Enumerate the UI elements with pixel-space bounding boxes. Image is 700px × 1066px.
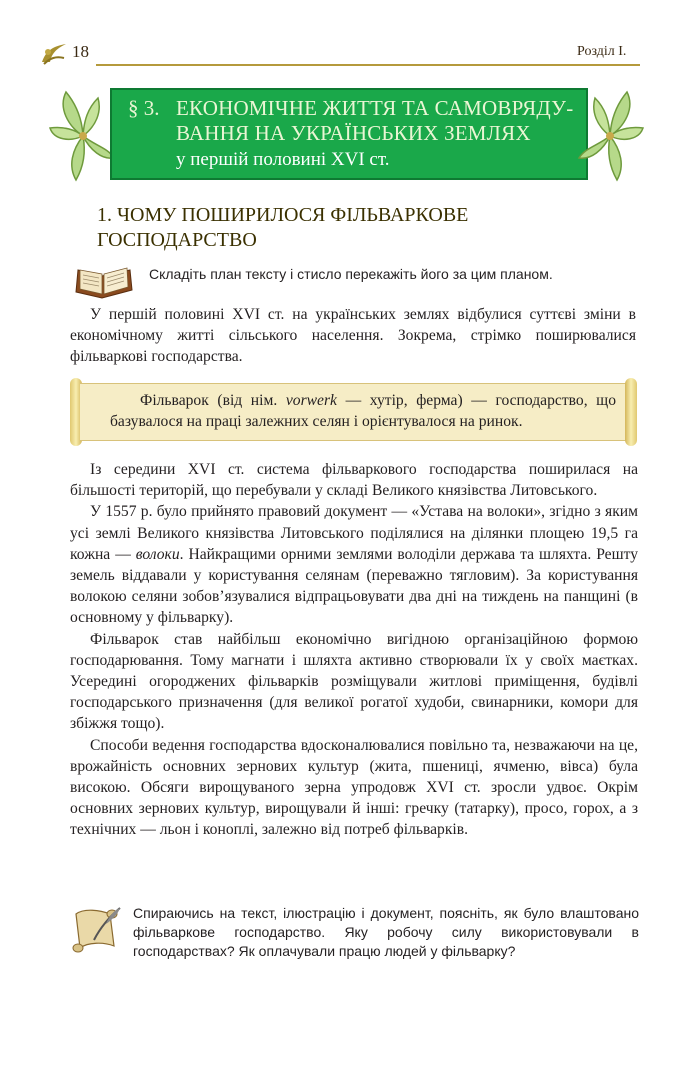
paragraph-3: Фільварок став найбільш економічно вигідною організаційною формою господарювання. Тому магнати і шляхта активно створювали їх у своїх маєтках. Усередині огороджених фільварків розміщували житлові приміщення, будівлі господарського призначення (для великої рогатої худоби, свинарники, комори для збіжжя тощо).: [70, 630, 638, 733]
banner-title-line3: у першій половині XVI ст.: [176, 149, 390, 170]
section-banner: [110, 88, 588, 180]
definition-box: [80, 383, 626, 441]
paragraph-number: § 3.: [128, 96, 160, 120]
header-rule: [96, 64, 640, 66]
task-instruction: Складіть план тексту і стисло перекажіть його за цим планом.: [149, 266, 553, 282]
paragraph-2-part1: У 1557 р. було прийнято правовий документ — «Устава на волоки», згідно з яким усі землі Великого князівства Литовського поділялися на ділянки площею 19,5 га кожна —: [70, 503, 638, 563]
definition-origin-prefix: (від нім.: [208, 392, 286, 409]
corner-ornament-icon: [40, 40, 70, 66]
leaf-ornament-left-icon: [48, 86, 118, 186]
definition-body: — хутір, ферма) — господарство, що базувалося на праці залежних селян і орієнтувалося на ринок.: [110, 392, 616, 430]
paragraph-4: Способи ведення господарства вдосконалювалися повільно та, незважаючи на це, врожайність основних зернових культур (жита, пшениці, ячменю, вівса) була високою. Обсяги вирощуваного зерна упродовж XVI ст. зросли удвоє. Окрім основних зернових культур, вирощували й інші: гречку (татарку), просо, горох, а з технічних — льон і коноплі, залежно від потреб фільварків.: [70, 736, 638, 839]
banner-title-line2: ВАННЯ НА УКРАЇНСЬКИХ ЗЕМЛЯХ: [176, 121, 531, 145]
definition-origin-word: vorwerk: [285, 392, 337, 409]
definition-term: Фільварок: [140, 392, 209, 409]
task-question: Спираючись на текст, ілюстрацію і документ, поясніть, як було влаштовано фільваркове господарство. Яку робочу силу використовували в господарствах? Як оплачували працю людей у фільварку?: [133, 905, 639, 959]
paragraph-2: [70, 501, 638, 628]
scroll-right-roll: [625, 378, 637, 446]
paragraph-2-part2: . Найкращими орними землями володіли держава та шляхта. Решту земель віддавали у користування селянам (переважно тягловим). За користування волокою селяни зобов’язувалися відпрацьовувати два дні на тиждень на панщині (в основному у фільварку).: [70, 545, 638, 627]
body-text: [70, 459, 638, 841]
section-label: Розділ I.: [577, 44, 627, 59]
scroll-quill-icon: [70, 904, 126, 956]
leaf-ornament-right-icon: [575, 86, 645, 186]
term-voloky: волоки: [135, 545, 180, 563]
open-book-icon: [72, 262, 136, 302]
subsection-title: 1. ЧОМУ ПОШИРИЛОСЯ ФІЛЬВАРКОВЕ ГОСПОДАРСТВО: [97, 204, 469, 251]
banner-title-line1: ЕКОНОМІЧНЕ ЖИТТЯ ТА САМОВРЯДУ-: [176, 96, 574, 120]
page-number: 18: [72, 42, 89, 61]
intro-paragraph: У першій половині XVI ст. на українських землях відбулися суттєві зміни в економічному житті сільського населення. Зокрема, стрімко поширювалися фільваркові господарства.: [70, 306, 636, 365]
definition-text: [110, 390, 616, 432]
paragraph-1: Із середини XVI ст. система фільваркового господарства поширилася на більшості територій, що перебували у складі Великого князівства Литовського.: [70, 461, 638, 500]
